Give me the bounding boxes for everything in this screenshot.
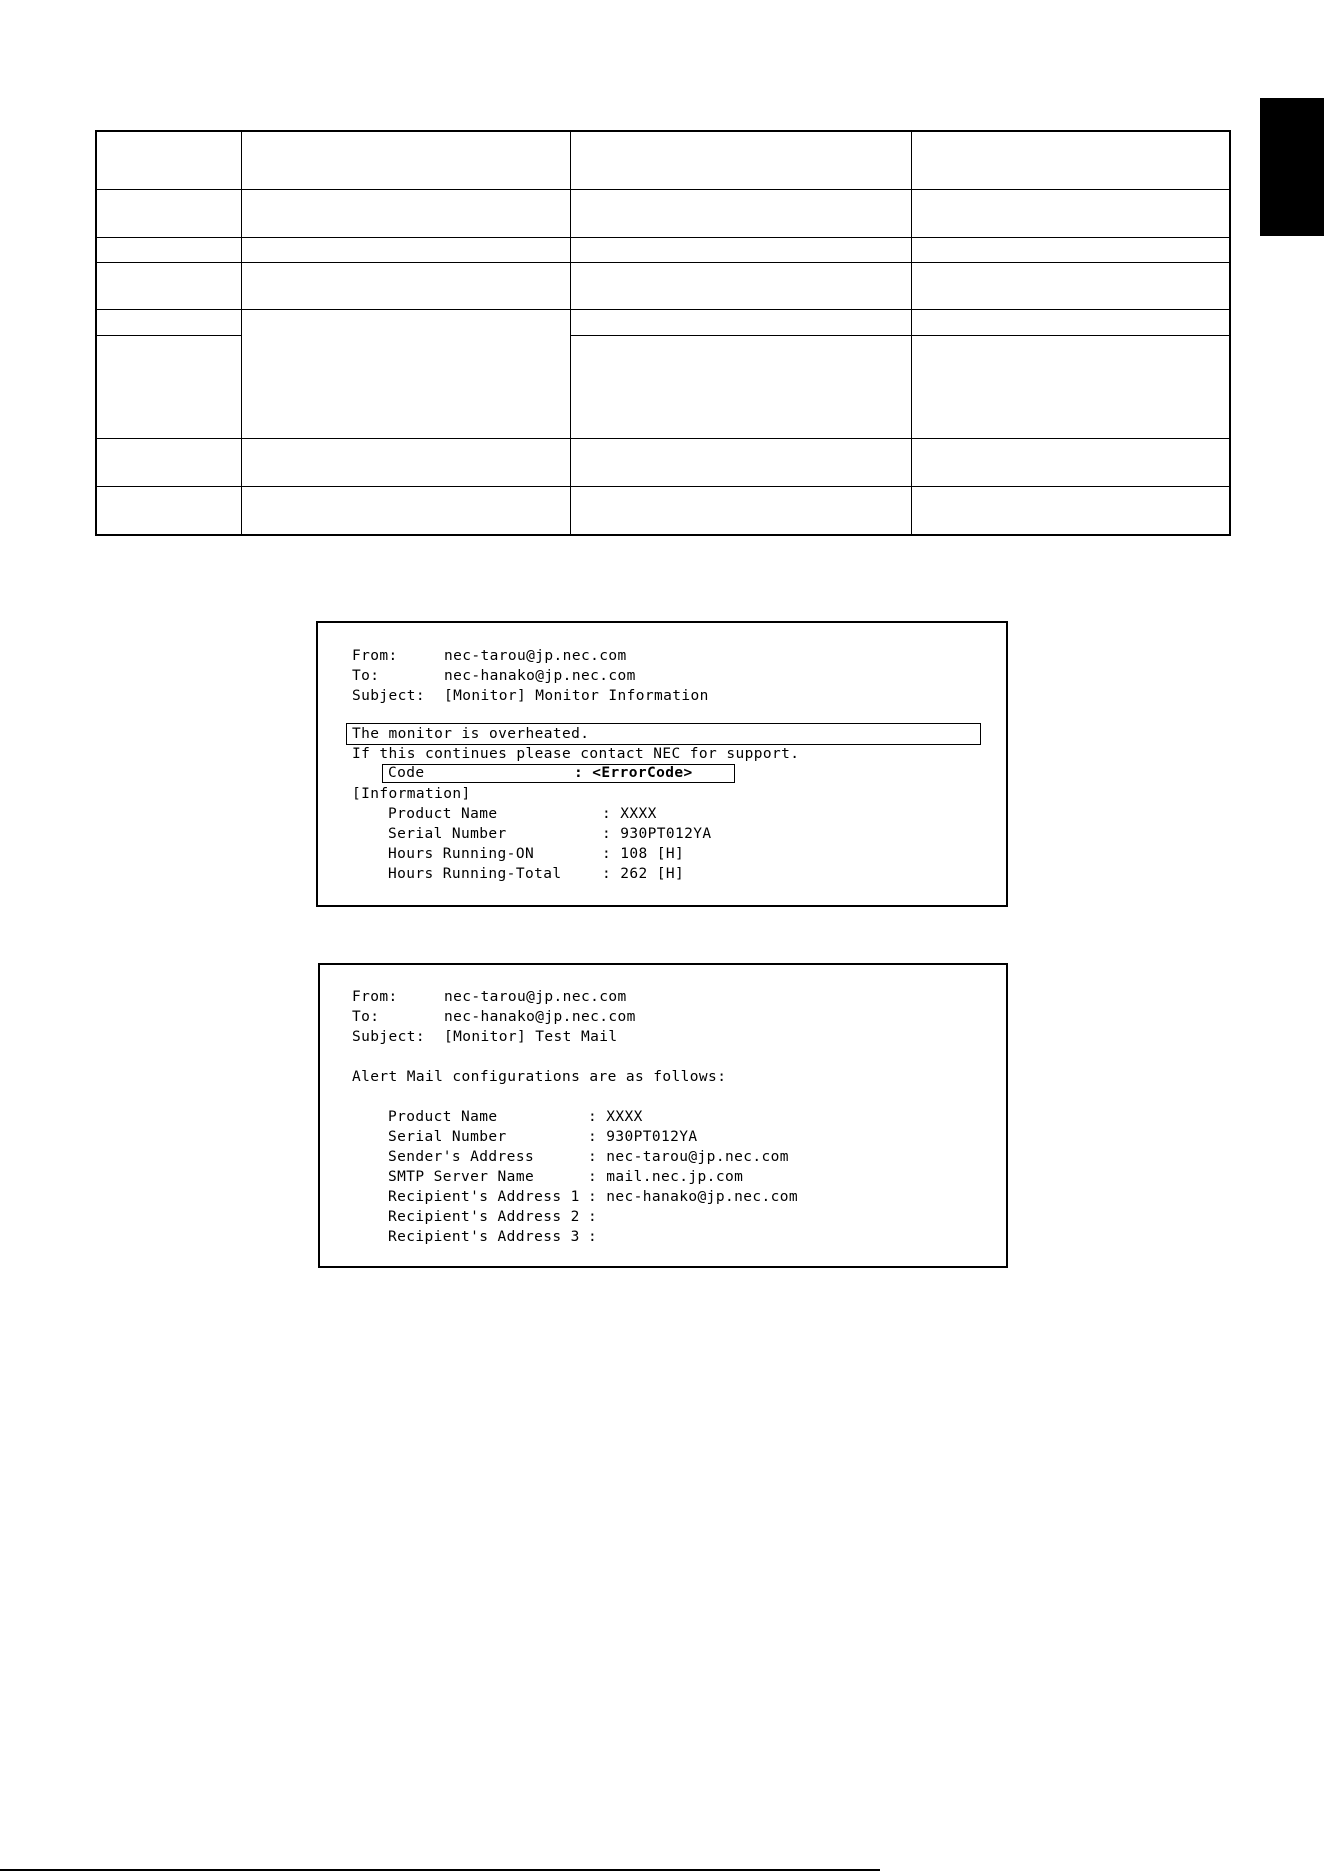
table-cell [241, 189, 570, 237]
alert-message: The monitor is overheated. [352, 726, 590, 742]
table-row [96, 262, 1230, 309]
config-label: Recipient's Address 2 [388, 1209, 580, 1225]
support-line: If this continues please contact NEC for support. [352, 746, 800, 762]
config-value: : nec-hanako@jp.nec.com [588, 1189, 798, 1205]
test-mail-example [318, 963, 1008, 1268]
table-row [96, 309, 1230, 335]
info-label: Hours Running-ON [388, 846, 535, 862]
config-intro: Alert Mail configurations are as follows: [352, 1069, 727, 1085]
settings-table [95, 130, 1231, 536]
config-value: : nec-tarou@jp.nec.com [588, 1149, 789, 1165]
info-label: Serial Number [388, 826, 507, 842]
table-row [96, 438, 1230, 486]
subject-label: Subject: [352, 1029, 426, 1045]
table-cell [96, 262, 241, 309]
config-label: Product Name [388, 1109, 498, 1125]
table-cell [241, 486, 570, 535]
table-cell [570, 486, 911, 535]
to-value: nec-hanako@jp.nec.com [444, 1009, 636, 1025]
table-cell [241, 262, 570, 309]
from-label: From: [352, 648, 398, 664]
table-cell [96, 189, 241, 237]
from-value: nec-tarou@jp.nec.com [444, 648, 627, 664]
config-label: Recipient's Address 3 [388, 1229, 580, 1245]
table-row [96, 131, 1230, 189]
table-cell-merged [241, 309, 570, 438]
config-value: : [588, 1229, 598, 1245]
table-cell [96, 335, 241, 438]
table-cell [911, 438, 1230, 486]
to-value: nec-hanako@jp.nec.com [444, 668, 636, 684]
config-value: : XXXX [588, 1109, 643, 1125]
table-cell [570, 335, 911, 438]
table-cell [570, 131, 911, 189]
table-cell [570, 309, 911, 335]
code-value: : <ErrorCode> [574, 765, 693, 781]
table-cell [241, 438, 570, 486]
table-cell [911, 237, 1230, 262]
table-cell [911, 262, 1230, 309]
from-value: nec-tarou@jp.nec.com [444, 989, 627, 1005]
table-row [96, 486, 1230, 535]
table-cell [570, 189, 911, 237]
info-label: Product Name [388, 806, 498, 822]
table-cell [96, 237, 241, 262]
config-value: : 930PT012YA [588, 1129, 698, 1145]
table-cell [570, 438, 911, 486]
table-cell [911, 189, 1230, 237]
table-cell [96, 131, 241, 189]
table-cell [911, 486, 1230, 535]
info-label: Hours Running-Total [388, 866, 562, 882]
table-row [96, 189, 1230, 237]
config-value: : [588, 1209, 598, 1225]
alert-mail-example [316, 621, 1008, 907]
info-value: : 108 [H] [602, 846, 685, 862]
info-value: : 930PT012YA [602, 826, 712, 842]
config-label: Sender's Address [388, 1149, 535, 1165]
table-cell [570, 262, 911, 309]
table-cell [911, 131, 1230, 189]
table-cell [96, 438, 241, 486]
table-cell [96, 486, 241, 535]
info-heading: [Information] [352, 786, 471, 802]
info-value: : 262 [H] [602, 866, 685, 882]
table-cell [241, 131, 570, 189]
section-tab-marker [1260, 98, 1324, 236]
table-cell [911, 335, 1230, 438]
table-cell [241, 237, 570, 262]
page-footer-rule [0, 1869, 880, 1871]
subject-value: [Monitor] Test Mail [444, 1029, 618, 1045]
config-value: : mail.nec.jp.com [588, 1169, 744, 1185]
config-label: Serial Number [388, 1129, 507, 1145]
table-cell [96, 309, 241, 335]
config-label: SMTP Server Name [388, 1169, 535, 1185]
table-row [96, 237, 1230, 262]
subject-label: Subject: [352, 688, 426, 704]
from-label: From: [352, 989, 398, 1005]
table-cell [911, 309, 1230, 335]
subject-value: [Monitor] Monitor Information [444, 688, 709, 704]
config-label: Recipient's Address 1 [388, 1189, 580, 1205]
table-cell [570, 237, 911, 262]
to-label: To: [352, 1009, 380, 1025]
info-value: : XXXX [602, 806, 657, 822]
to-label: To: [352, 668, 380, 684]
code-label: Code [388, 765, 425, 781]
